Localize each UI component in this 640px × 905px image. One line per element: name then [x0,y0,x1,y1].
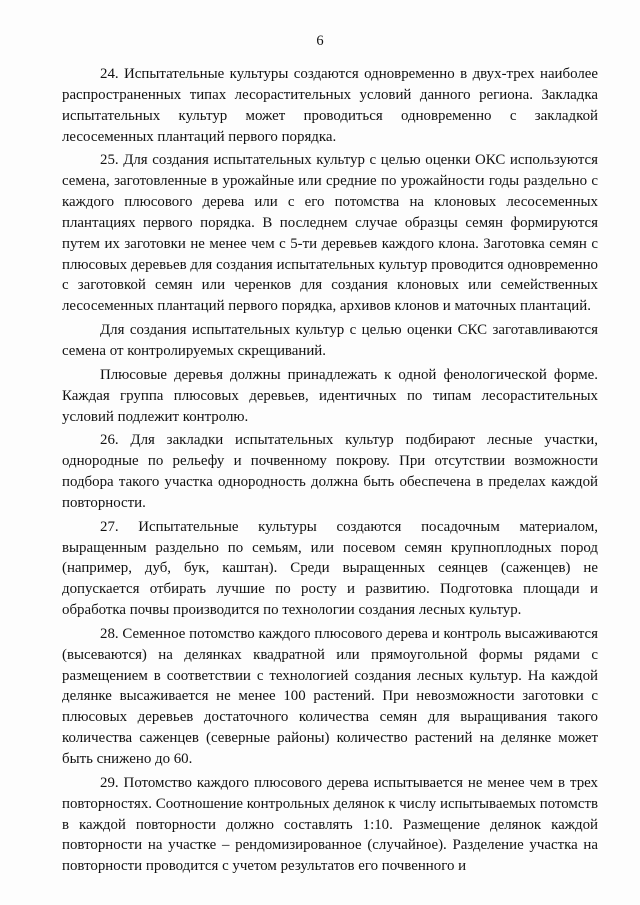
paragraph-26: 26. Для закладки испытательных культур подбирают лесные участки, однородные по рельефу и почвенному покрову. При отсутствии возможности подбора такого участка однородность должна быть обеспечена в пределах каждой повторности. [62,432,598,511]
paragraph-25: 25. Для создания испытательных культур с целью оценки ОКС используются семена, заготовленные в урожайные или средние по урожайности годы раздельно с каждого плюсового дерева или с его потомства на клоновых лесосеменных плантациях первого порядка. В последнем случае образцы семян формируются путем их заготовки не менее чем с 5-ти деревьев каждого клона. Заготовка семян с плюсовых деревьев для создания испытательных культур проводится одновременно с заготовкой семян или черенков для создания клоновых или семейственных лесосеменных плантаций первого порядка, архивов клонов и маточных плантаций. [62,152,598,315]
paragraph-27: 27. Испытательные культуры создаются посадочным материалом, выращенным раздельно по семьям, или посевом семян крупноплодных пород (например, дуб, бук, каштан). Среди выращенных сеянцев (саженцев) не допускается отбирать лучшие по росту и развитию. Подготовка площади и обработка почвы производится по технологии создания лесных культур. [62,518,598,619]
paragraph-29: 29. Потомство каждого плюсового дерева испытывается не менее чем в трех повторностях. Соотношение контрольных делянок к числу испытываемых потомств в каждой повторности должно составлять 1:10. Размещение делянок каждой повторности на участке – рендомизированное (случайное). Разделение участка на повторности проводится с учетом результатов его почвенного и [62,774,598,875]
paragraph-cks-seeds: Для создания испытательных культур с целью оценки СКС заготавливаются семена от контролируемых скрещиваний. [62,322,598,359]
page-number: 6 [316,33,324,49]
paragraph-24: 24. Испытательные культуры создаются одновременно в двух-трех наиболее распространенных типах лесорастительных условий данного региона. Закладка испытательных культур может проводиться одновременно с закладкой лесосеменных плантаций первого порядка. [62,66,598,145]
paragraph-28: 28. Семенное потомство каждого плюсового дерева и контроль высаживаются (высеваются) на делянках квадратной или прямоугольной формы рядами с размещением в соответствии с технологией создания лесных культур. На каждой делянке высаживается не менее 100 растений. При невозможности заготовки с плюсовых деревьев достаточного количества семян для выращивания такого количества саженцев (северные районы) количество растений на делянке может быть снижено до 60. [62,625,598,767]
paragraph-phenological-form: Плюсовые деревья должны принадлежать к одной фенологической форме. Каждая группа плюсовых деревьев, идентичных по типам лесорастительных условий подлежит контролю. [62,366,598,425]
document-body [62,64,598,880]
